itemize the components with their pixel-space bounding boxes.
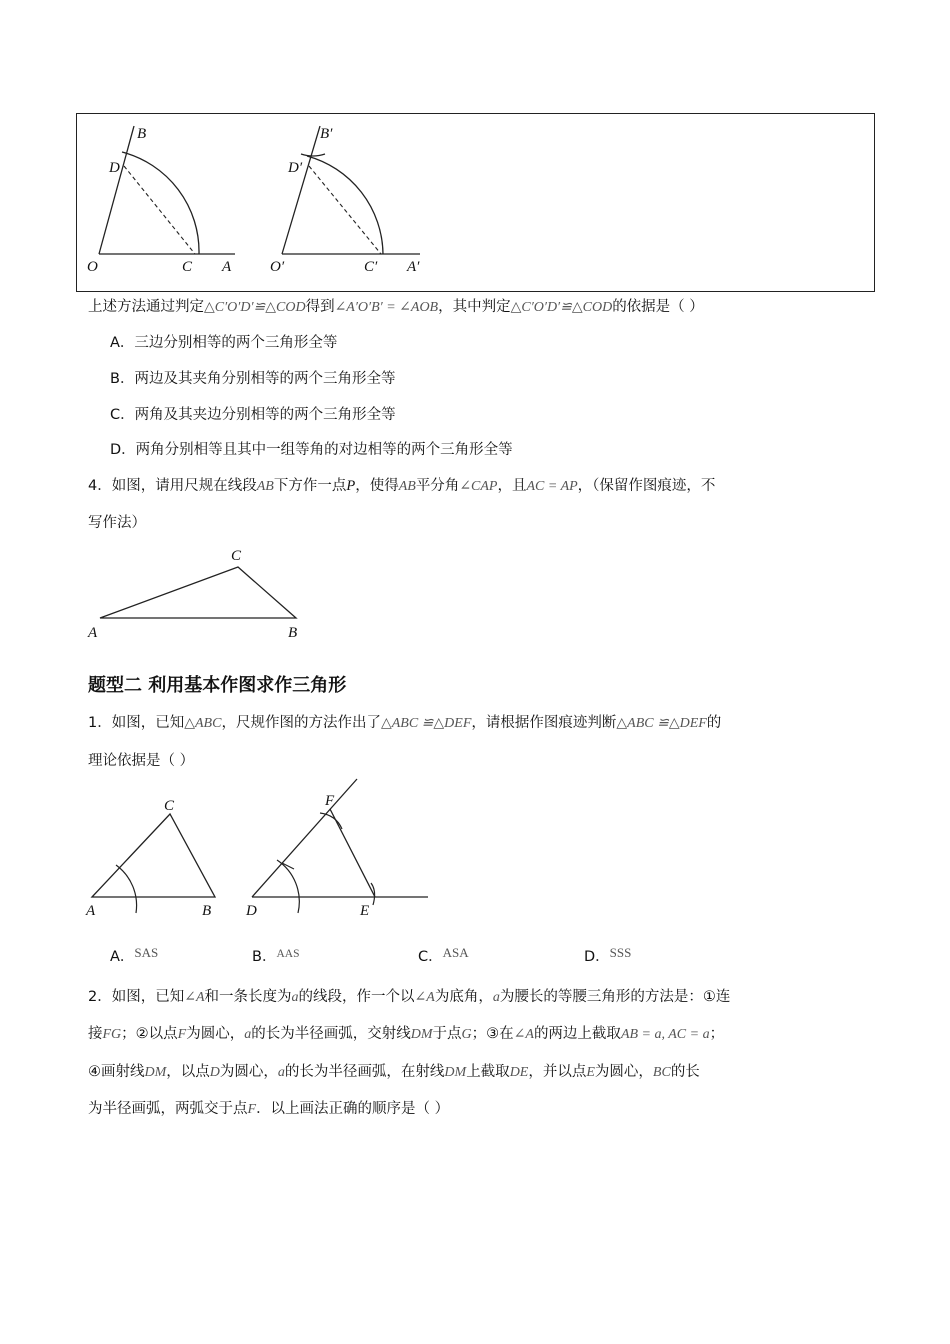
ray-o2b2 [282, 126, 320, 254]
s2q1-option-a[interactable]: A．SAS [110, 945, 159, 965]
label-a2: A′ [407, 259, 420, 275]
label-a: A [86, 903, 96, 919]
label-c2: C′ [364, 259, 378, 275]
arc-a [116, 865, 137, 913]
segment-c2d2 [309, 166, 381, 254]
q3-option-a[interactable]: A．三边分别相等的两个三角形全等 [110, 335, 338, 351]
s2q2-line1: 2．如图，已知∠A和一条长度为a的线段，作一个以∠A为底角，a为腰长的等腰三角形的方法是：①连 [88, 989, 731, 1005]
section-title: 题型二 利用基本作图求作三角形 [88, 675, 347, 696]
ray-df [252, 779, 357, 897]
segment-fe [330, 809, 375, 897]
s2q1-stem: 1．如图，已知△ABC，尺规作图的方法作出了△ABC ≌△DEF，请根据作图痕迹判断△ABC ≌△DEF的 [88, 715, 722, 731]
label-b: B [202, 903, 212, 919]
s2q1-option-c[interactable]: C．ASA [418, 945, 469, 965]
label-b: B [288, 625, 298, 641]
label-c: C [231, 548, 242, 564]
s2q2-line4: 为半径画弧，两弧交于点F．以上画法正确的顺序是（ ） [88, 1101, 450, 1117]
figure-box-q3 [76, 113, 875, 292]
label-b: B [137, 126, 147, 142]
s2q2-line2: 接FG；②以点F为圆心，a的长为半径画弧，交射线DM于点G；③在∠A的两边上截取AB = a, AC = a； [88, 1026, 725, 1042]
label-f: F [325, 793, 335, 809]
q4-stem-line2: 写作法） [88, 515, 146, 531]
triangle-abc [92, 814, 215, 897]
q4-stem: 4．如图，请用尺规在线段AB下方作一点P，使得AB平分角∠CAP，且AC = AP，（保留作图痕迹，不 [88, 478, 716, 494]
label-o2: O′ [270, 259, 285, 275]
label-a: A [88, 625, 98, 641]
label-d: D [246, 903, 257, 919]
s2q1-stem-line2: 理论依据是（ ） [88, 753, 195, 769]
q3-option-d[interactable]: D．两角分别相等且其中一组等角的对边相等的两个三角形全等 [110, 442, 513, 458]
arc-mark-d2 [301, 154, 325, 156]
label-e: E [360, 903, 370, 919]
angle-copy-figure [77, 114, 874, 291]
s2q2-line3: ④画射线DM，以点D为圆心，a的长为半径画弧，在射线DM上截取DE，并以点E为圆心，BC的长 [88, 1064, 700, 1080]
arc-c2d2 [307, 156, 383, 254]
label-o: O [87, 259, 98, 275]
s2q1-option-b[interactable]: B．$^{AAS}$ [252, 948, 300, 965]
s2q1-option-d[interactable]: D．SSS [584, 945, 632, 965]
label-c: C [182, 259, 193, 275]
label-d2: D′ [288, 160, 303, 176]
label-c: C [164, 798, 175, 814]
triangle-abc [100, 567, 296, 618]
q3-option-b[interactable]: B．两边及其夹角分别相等的两个三角形全等 [110, 371, 396, 387]
q3-option-c[interactable]: C．两角及其夹边分别相等的两个三角形全等 [110, 407, 396, 423]
label-b2: B′ [320, 126, 333, 142]
label-a: A [222, 259, 232, 275]
label-d: D [109, 160, 120, 176]
ray-ob [99, 126, 134, 254]
s2q1-congruence-figure [80, 777, 440, 927]
q3-stem: 上述方法通过判定△C′O′D′≌△COD得到∠A′O′B′ = ∠AOB，其中判定△C′O′D′≌△COD的依据是（ ） [88, 299, 704, 315]
arc-cd [122, 152, 199, 254]
q4-triangle-figure [85, 542, 325, 642]
segment-cd [124, 166, 195, 254]
arc-d [277, 860, 299, 913]
